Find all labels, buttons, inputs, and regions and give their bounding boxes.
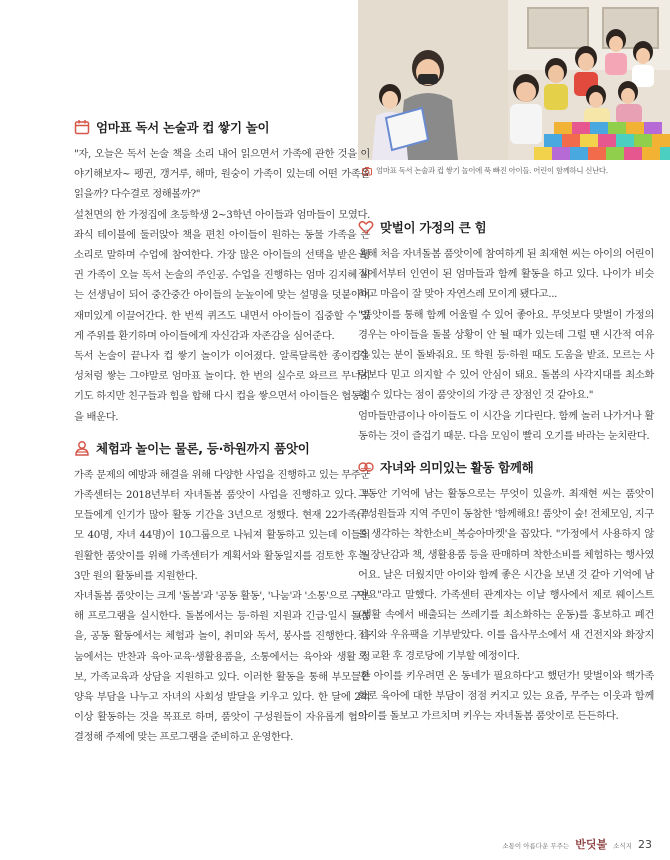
section-title: 엄마표 독서 논술과 컵 쌓기 놀이	[96, 120, 270, 135]
paragraph: 가족 문제의 예방과 해결을 위해 다양한 사업을 진행하고 있는 무주군가족센터는 2018년부터 자녀돌봄 품앗이 사업을 진행하고 있다. 부모들에게 인기가 많아 활동 기간을 3년으로 정했다. 현재 22가족(부모 40명, 자녀 44명)이 10그룹으로 나눠져 활동하고 있는데 이들의 원활한 품앗이를 위해 가족센터가 계획서와 활동일지를 검토한 후 월 3만 원의 활동비를 지원한다.	[74, 468, 370, 582]
section-dual-income	[358, 218, 654, 446]
section-heading	[74, 118, 370, 136]
paragraph: '한 아이를 키우려면 온 동네가 필요하다'고 했던가! 맞벌이와 핵가족화로 육아에 대한 부담이 점점 커지고 있는 요즘, 무주는 이웃과 함께 아이를 돌보고 가르치며 키우는 자녀돌봄 품앗이로 든든하다.	[358, 669, 654, 723]
section-meaningful	[358, 458, 654, 726]
paragraph: "품앗이를 통해 함께 어울릴 수 있어 좋아요. 무엇보다 맞벌이 가정의 경우는 아이들을 돌볼 상황이 안 될 때가 있는데 그럴 땐 시간적 여유가 있는 분이 돌봐줘요. 또 학원 등·하원 때도 도움을 받죠. 모르는 사람보다 믿고 의지할 수 있어 안심이 돼요. 돌봄의 사각지대를 최소화할 수 있다는 점이 품앗이의 가장 큰 장점인 것 같아요."	[358, 308, 654, 402]
section-title: 체험과 놀이는 물론, 등·하원까지 품앗이	[96, 440, 310, 456]
paragraph: 자녀돌봄 품앗이는 크게 '돌봄'과 '공동 활동', '나눔'과 '소통'으로 구분해 프로그램을 실시한다. 돌봄에서는 등·하원 지원과 긴급·일시 돌봄을, 공동 활동에서는 체험과 놀이, 취미와 독서, 봉사를 진행한다. 나눔에서는 반찬과 육아·교육·생활용품을, 소통에서는 육아와 생활 정보, 가족교육과 상담을 지원하고 있다. 이러한 활동을 통해 부모들은 양육 부담을 나누고 자녀의 사회성 발달을 키우고 있다. 한 달에 2회 이상 활동하는 것을 목표로 하며, 품앗이 구성원들이 자유롭게 협의·결정해 주제에 맞는 프로그램을 준비하고 운영한다.	[74, 590, 370, 744]
section-title: 맞벌이 가정의 큰 힘	[380, 220, 487, 235]
section-title: 자녀와 의미있는 활동 함께해	[380, 460, 534, 476]
paragraph: 독서 논술이 끝나자 컵 쌓기 놀이가 이어졌다. 알록달록한 종이컵을 성처럼 쌓는 그야말로 엄마표 놀이다. 한 번의 실수로 와르르 무너지기도 하지만 친구들과 힘을 합해 다시 컵을 쌓으면서 아이들은 협동심을 배운다.	[74, 350, 370, 423]
left-column	[74, 118, 370, 760]
section-activities	[74, 439, 370, 748]
paragraph: 올해 처음 자녀돌봄 품앗이에 참여하게 된 최재현 씨는 아이의 어린이집에서부터 인연이 된 엄마들과 함께 활동을 하고 있다. 나이가 비슷하고 마음이 잘 맞아 자연스레 모이게 됐다고...	[358, 248, 654, 301]
smile-icon	[358, 459, 374, 475]
paragraph: 엄마들만큼이나 아이들도 이 시간을 기다린다. 함께 놀러 나가거나 활동하는 것이 즐겁기 때문. 다음 모임이 빨리 오기를 바라는 눈치란다.	[358, 409, 654, 442]
section-heading	[358, 458, 654, 476]
section-reading	[74, 118, 370, 427]
right-column	[358, 218, 654, 738]
photo-caption-text: 엄마표 독서 논술과 컵 쌓기 놀이에 푹 빠진 아이들. 어린이 함께하니 신난다.	[376, 166, 608, 175]
page-footer	[502, 836, 652, 852]
section-heading	[74, 439, 370, 457]
footer-suffix: 소식지	[613, 842, 632, 850]
article-photo	[358, 0, 670, 160]
section-heading	[358, 218, 654, 236]
paragraph: 그동안 기억에 남는 활동으로는 무엇이 있을까. 최재현 씨는 품앗이 구성원들과 지역 주민이 동참한 '함께해요! 품앗이 숲! 전체모임, 지구를 생각하는 착한소비_복승아마켓'을 꼽았다. "가정에서 사용하지 않는 장난감과 책, 생활용품 등을 판매하며 착한소비를 체험하는 행사였어요. 날은 더웠지만 아이와 함께 좋은 시간을 보낸 것 같아 기억에 남아요"라고 말했다. 가족센터 관계자는 이날 행사에서 제로 웨이스트(생활 속에서 배출되는 쓰레기를 최소화하는 운동)를 홍보하고 폐건전지와 우유팩을 기부받았다. 이를 읍사무소에서 새 건전지와 화장지로 교환 후 경로당에 기부할 예정이다.	[358, 488, 654, 662]
calendar-icon	[74, 119, 90, 135]
page-number: 23	[638, 838, 652, 851]
heart-icon	[358, 219, 374, 235]
photo-caption	[362, 165, 662, 176]
footer-brand: 반딧불	[575, 838, 608, 851]
paragraph: "자, 오늘은 독서 논술 책을 소리 내어 읽으면서 가족에 관한 것을 이야기해보자~ 펭귄, 갱거루, 해마, 원숭이 가족이 있는데 어떤 가족을 읽을까? 다수결로 정해볼까?"	[74, 148, 370, 201]
people-icon	[74, 440, 90, 456]
footer-tagline: 소통이 아름다운 무주는	[502, 842, 570, 850]
paragraph: 설천면의 한 가정집에 초등학생 2~3학년 아이들과 엄마들이 모였다. 좌식 테이블에 둘러앉아 책을 편친 아이들이 원하는 동물 가족을 큰 소리로 말하며 수업에 참여한다. 가장 많은 아이들의 선택을 받은 펭귄 가족이 오늘 독서 논술의 주인공. 수업을 진행하는 엄마 김지혜 씨는 선생님이 되어 중간중간 아이들의 눈높이에 맞는 설명을 덧붙이며 재미있게 이끌어간다. 한 번씩 퀴즈도 내면서 아이들이 집중할 수 있게 주위를 환기하며 아이들에게 자신감과 자존감을 심어준다.	[74, 208, 370, 342]
